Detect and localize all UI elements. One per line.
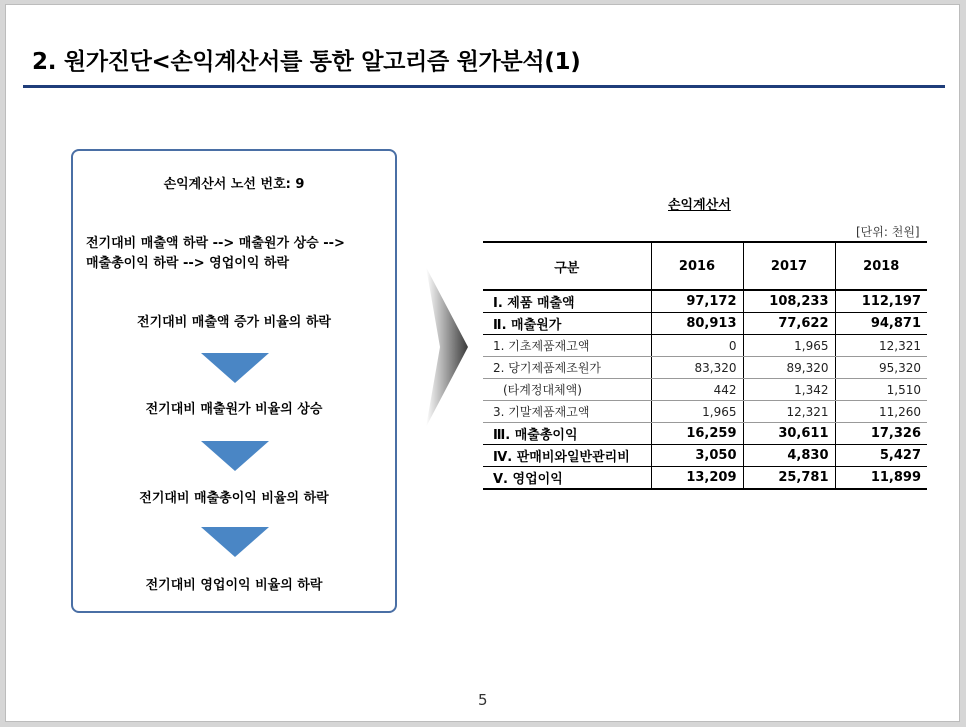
description-line-1: 전기대비 매출액 하락 --> 매출원가 상승 --> — [86, 236, 345, 251]
cell-2018: 94,871 — [835, 313, 927, 335]
slide — [5, 4, 960, 722]
row-label: Ⅳ. 판매비와일반관리비 — [483, 445, 651, 467]
flow-step-4: 전기대비 영업이익 비율의 하락 — [145, 578, 323, 593]
flow-description — [86, 234, 386, 274]
row-label: Ⅰ. 제품 매출액 — [483, 290, 651, 313]
header-2017: 2017 — [743, 242, 835, 290]
header-category: 구분 — [483, 242, 651, 290]
cell-2017: 1,342 — [743, 379, 835, 401]
cell-2017: 12,321 — [743, 401, 835, 423]
description-line-2: 매출총이익 하락 --> 영업이익 하락 — [86, 256, 290, 271]
cell-2017: 108,233 — [743, 290, 835, 313]
cell-2018: 1,510 — [835, 379, 927, 401]
row-label: (타계정대체액) — [483, 379, 651, 401]
down-arrow-icon — [201, 441, 269, 471]
cell-2016: 16,259 — [651, 423, 743, 445]
cell-2017: 1,965 — [743, 335, 835, 357]
row-label: 1. 기초제품재고액 — [483, 335, 651, 357]
flow-box — [71, 149, 397, 613]
cell-2017: 4,830 — [743, 445, 835, 467]
table-row — [483, 445, 927, 467]
route-label: 손익계산서 노선 번호: 9 — [163, 177, 305, 192]
unit-label: [단위: 천원] — [856, 225, 920, 239]
income-statement-table — [483, 241, 927, 490]
cell-2017: 25,781 — [743, 467, 835, 490]
statement-title: 손익계산서 — [668, 198, 731, 213]
table-row — [483, 379, 927, 401]
cell-2017: 89,320 — [743, 357, 835, 379]
table-row — [483, 335, 927, 357]
header-2018: 2018 — [835, 242, 927, 290]
cell-2016: 80,913 — [651, 313, 743, 335]
down-arrow-icon — [201, 527, 269, 557]
cell-2016: 3,050 — [651, 445, 743, 467]
table-row — [483, 313, 927, 335]
cell-2017: 30,611 — [743, 423, 835, 445]
row-label: 3. 기말제품재고액 — [483, 401, 651, 423]
cell-2018: 11,899 — [835, 467, 927, 490]
down-arrow-icon — [201, 353, 269, 383]
row-label: 2. 당기제품제조원가 — [483, 357, 651, 379]
table-row — [483, 357, 927, 379]
flow-step-2: 전기대비 매출원가 비율의 상승 — [145, 402, 323, 417]
flow-step-1: 전기대비 매출액 증가 비율의 하락 — [137, 315, 331, 330]
cell-2018: 12,321 — [835, 335, 927, 357]
chevron-right-icon — [426, 267, 468, 427]
row-label: Ⅴ. 영업이익 — [483, 467, 651, 490]
flow-step-3: 전기대비 매출총이익 비율의 하락 — [139, 491, 329, 506]
cell-2017: 77,622 — [743, 313, 835, 335]
cell-2018: 112,197 — [835, 290, 927, 313]
cell-2018: 95,320 — [835, 357, 927, 379]
cell-2018: 17,326 — [835, 423, 927, 445]
cell-2016: 442 — [651, 379, 743, 401]
cell-2018: 11,260 — [835, 401, 927, 423]
cell-2016: 13,209 — [651, 467, 743, 490]
header-2016: 2016 — [651, 242, 743, 290]
row-label: Ⅲ. 매출총이익 — [483, 423, 651, 445]
table-row — [483, 290, 927, 313]
cell-2016: 97,172 — [651, 290, 743, 313]
cell-2016: 83,320 — [651, 357, 743, 379]
cell-2016: 1,965 — [651, 401, 743, 423]
row-label: Ⅱ. 매출원가 — [483, 313, 651, 335]
page-title: 2. 원가진단<손익계산서를 통한 알고리즘 원가분석(1) — [32, 49, 581, 75]
cell-2016: 0 — [651, 335, 743, 357]
table-header-row — [483, 242, 927, 290]
table-row — [483, 401, 927, 423]
title-divider — [23, 85, 945, 88]
cell-2018: 5,427 — [835, 445, 927, 467]
table-row — [483, 423, 927, 445]
table-row — [483, 467, 927, 490]
page-number: 5 — [478, 691, 488, 709]
